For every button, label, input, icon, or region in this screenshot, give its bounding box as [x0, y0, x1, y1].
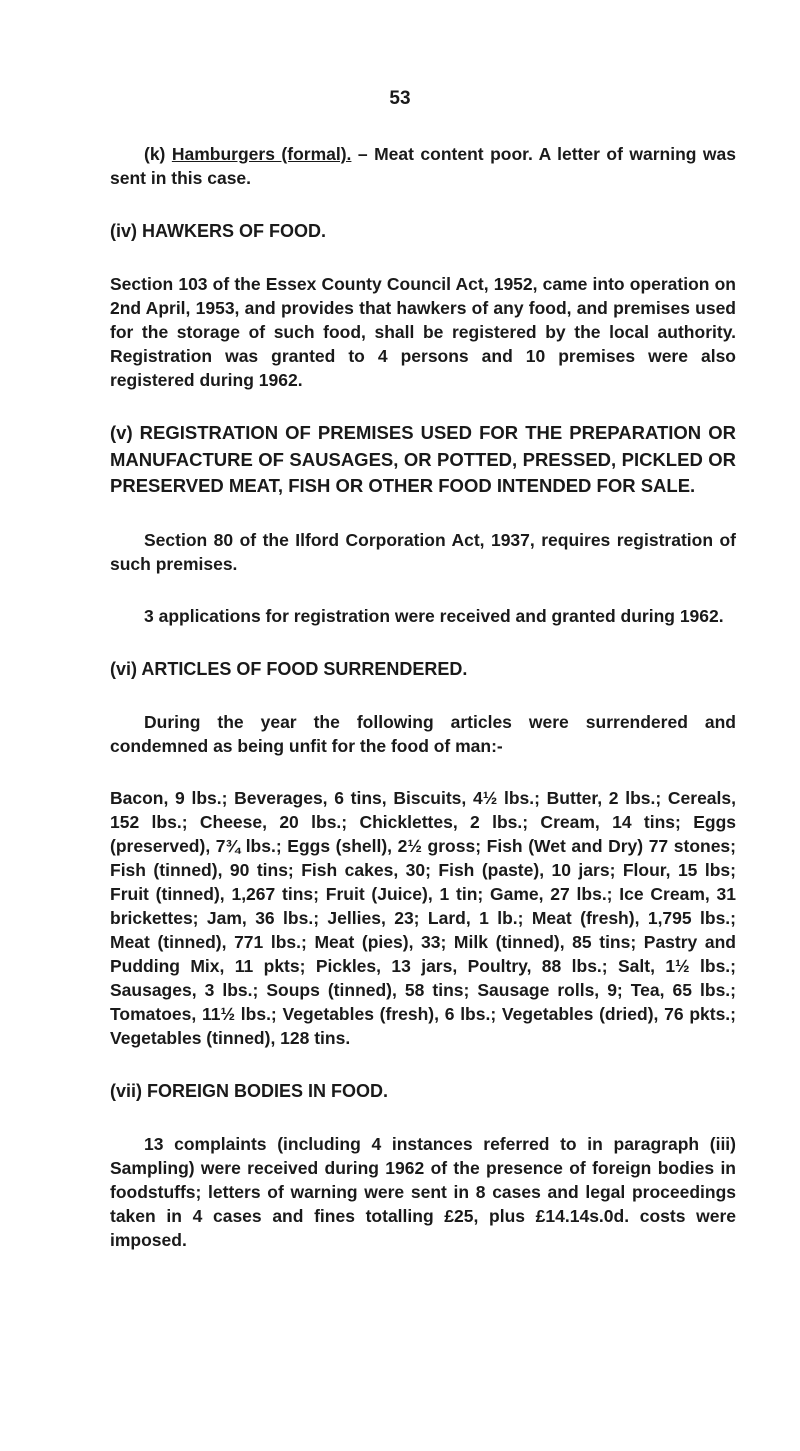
section-vi-intro: During the year the following articles were surrendered and condemned as being unfit for the food of man:-	[110, 711, 736, 756]
section-iv-paragraph: Section 103 of the Essex County Council Act, 1952, came into operation on 2nd April, 1953, and provides that hawkers of any food, and premises used for the storage of such food, shall be registered by the local authority. Registration was granted to 4 persons and 10 premises were also registered during 1962.	[110, 274, 736, 390]
section-v-paragraph-2: 3 applications for registration were received and granted during 1962.	[144, 605, 724, 626]
item-k-label: (k)	[144, 144, 166, 164]
page-content	[110, 142, 736, 1252]
section-vi-heading: (vi) ARTICLES OF FOOD SURRENDERED.	[110, 658, 468, 679]
page-number: 53	[389, 88, 411, 109]
section-vii-heading: (vii) FOREIGN BODIES IN FOOD.	[110, 1080, 389, 1101]
section-v-heading: (v) REGISTRATION OF PREMISES USED FOR THE PREPARATION OR MANUFACTURE OF SAUSAGES, OR POTTED, PRESSED, PICKLED OR PRESERVED MEAT, FISH OR OTHER FOOD INTENDED FOR SALE.	[110, 422, 736, 496]
item-k-text: – Meat content poor. A letter of warning was sent in this case.	[110, 144, 736, 188]
section-vi-food-list: Bacon, 9 lbs.; Beverages, 6 tins, Biscuits, 4½ lbs.; Butter, 2 lbs.; Cereals, 152 lbs.; Cheese, 20 lbs.; Chicklettes, 2 lbs.; Cream, 14 tins; Eggs (preserved), 7¾ lbs.; Eggs (shell), 2½ gross; Fish (Wet and Dry) 77 stones; Fish (tinned), 90 tins; Fish cakes, 30; Fish (paste), 10 jars; Flour, 15 lbs; Fruit (tinned), 1,267 tins; Fruit (Juice), 1 tin; Game, 27 lbs.; Ice Cream, 31 brickettes; Jam, 36 lbs.; Jellies, 23; Lard, 1 lb.; Meat (fresh), 1,795 lbs.; Meat (tinned), 771 lbs.; Meat (pies), 33; Milk (tinned), 85 tins; Pastry and Pudding Mix, 11 pkts; Pickles, 13 jars, Poultry, 88 lbs.; Salt, 1½ lbs.; Sausages, 3 lbs.; Soups (tinned), 58 tins; Sausage rolls, 9; Tea, 65 lbs.; Tomatoes, 11½ lbs.; Vegetables (fresh), 6 lbs.; Vegetables (dried), 76 pkts.; Vegetables (tinned), 128 tins.	[110, 787, 736, 1048]
section-v-paragraph-1: Section 80 of the Ilford Corporation Act, 1937, requires registration of such premises.	[110, 529, 736, 574]
item-k-product: Hamburgers (formal).	[171, 144, 352, 164]
section-vii-paragraph: 13 complaints (including 4 instances referred to in paragraph (iii) Sampling) were received during 1962 of the presence of foreign bodies in foodstuffs; letters of warning were sent in 8 cases and legal proceedings taken in 4 cases and fines totalling £25, plus £14.14s.0d. costs were imposed.	[110, 1133, 736, 1250]
item-k-paragraph	[110, 142, 736, 190]
section-iv-heading: (iv) HAWKERS OF FOOD.	[110, 221, 326, 241]
